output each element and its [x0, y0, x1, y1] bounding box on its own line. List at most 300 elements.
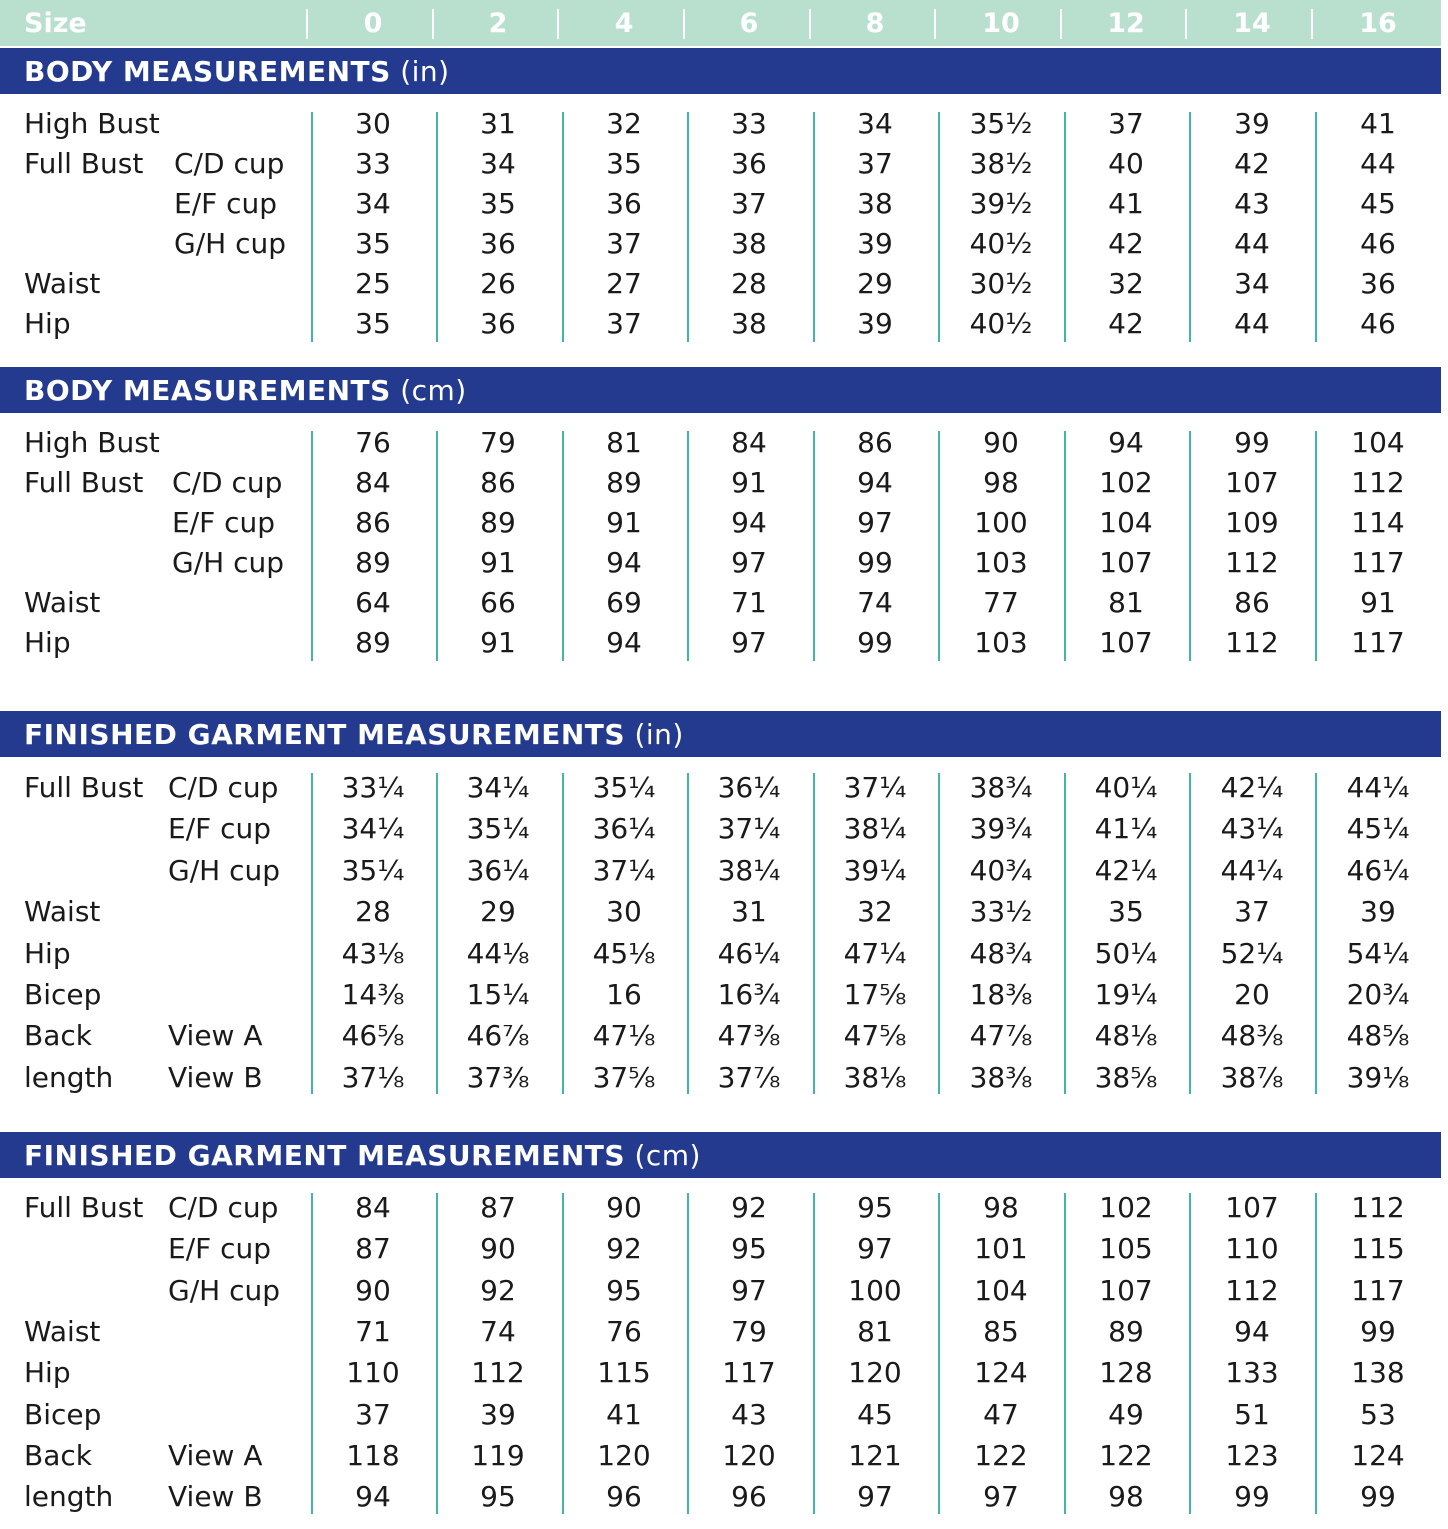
measurement-value: 37⅞ — [717, 1060, 781, 1094]
measurement-value: 64 — [355, 586, 391, 619]
measurement-value: 45⅛ — [592, 936, 656, 970]
measurement-value: 37⅜ — [466, 1060, 530, 1094]
measurement-value: 37 — [1108, 107, 1144, 140]
measurement-value: 124 — [1351, 1438, 1405, 1472]
row-label: Back — [24, 1019, 92, 1053]
measurement-value: 101 — [974, 1232, 1028, 1266]
row-sublabel: C/D cup — [168, 1191, 279, 1224]
measurement-value: 48⅛ — [1094, 1019, 1158, 1053]
measurement-value: 109 — [1225, 506, 1279, 539]
measurement-value: 49 — [1108, 1397, 1144, 1431]
measurement-value: 36¼ — [717, 771, 781, 804]
measurement-value: 112 — [1225, 546, 1279, 579]
measurement-value: 36 — [480, 227, 516, 260]
measurement-value: 37¼ — [592, 853, 656, 887]
row-sublabel: C/D cup — [172, 466, 283, 499]
section-unit: (cm) — [390, 374, 467, 407]
section-title-text: FINISHED GARMENT MEASUREMENTS — [24, 1139, 626, 1172]
measurement-value: 38¾ — [969, 771, 1033, 804]
measurement-value: 99 — [1234, 426, 1270, 459]
measurement-value: 43⅛ — [341, 936, 405, 970]
measurement-value: 110 — [346, 1356, 400, 1390]
measurement-value: 46 — [1360, 307, 1396, 340]
measurement-value: 41 — [1360, 107, 1396, 140]
measurement-value: 28 — [355, 895, 391, 929]
measurement-value: 44 — [1234, 307, 1270, 340]
size-10: 10 — [982, 8, 1020, 39]
measurement-value: 52¼ — [1220, 936, 1284, 970]
measurement-value: 104 — [974, 1273, 1028, 1307]
row-label: Full Bust — [24, 771, 144, 804]
measurement-value: 69 — [606, 586, 642, 619]
measurement-value: 86 — [1234, 586, 1270, 619]
measurement-value: 34 — [480, 147, 516, 180]
row-label: Hip — [24, 1356, 71, 1390]
measurement-value: 47⅞ — [969, 1019, 1033, 1053]
size-0: 0 — [363, 8, 383, 39]
measurement-value: 54¼ — [1346, 936, 1410, 970]
row-sublabel: View B — [168, 1480, 263, 1514]
measurement-value: 90 — [355, 1273, 391, 1307]
measurement-value: 97 — [857, 506, 893, 539]
measurement-value: 39⅛ — [1346, 1060, 1410, 1094]
measurement-value: 48⅜ — [1220, 1019, 1284, 1053]
measurement-value: 84 — [355, 1191, 391, 1224]
measurement-value: 97 — [983, 1480, 1019, 1514]
section-banner — [0, 48, 1441, 94]
measurement-value: 107 — [1099, 1273, 1153, 1307]
measurement-value: 32 — [857, 895, 893, 929]
measurement-value: 40½ — [969, 307, 1033, 340]
measurement-value: 37 — [1234, 895, 1270, 929]
measurement-value: 115 — [597, 1356, 651, 1390]
measurement-value: 20¾ — [1346, 978, 1410, 1011]
measurement-value: 43 — [731, 1397, 767, 1431]
measurement-value: 26 — [480, 267, 516, 300]
measurement-row — [0, 811, 1441, 847]
section-banner — [0, 1132, 1441, 1178]
measurement-value: 38 — [857, 187, 893, 220]
measurement-value: 34 — [355, 187, 391, 220]
measurement-value: 48⅝ — [1346, 1019, 1410, 1053]
measurement-row — [0, 1018, 1441, 1054]
measurement-value: 71 — [731, 586, 767, 619]
measurement-value: 102 — [1099, 466, 1153, 499]
measurement-value: 34¼ — [341, 812, 405, 846]
section-title — [24, 1132, 701, 1180]
measurement-value: 25 — [355, 267, 391, 300]
measurement-row — [0, 936, 1441, 972]
measurement-value: 90 — [606, 1191, 642, 1224]
measurement-value: 89 — [606, 466, 642, 499]
measurement-value: 112 — [471, 1356, 525, 1390]
measurement-value: 40¾ — [969, 853, 1033, 887]
measurement-value: 35¼ — [592, 771, 656, 804]
size-16: 16 — [1359, 8, 1397, 39]
measurement-value: 50¼ — [1094, 936, 1158, 970]
measurement-value: 30 — [606, 895, 642, 929]
measurement-value: 123 — [1225, 1438, 1279, 1472]
row-sublabel: G/H cup — [174, 227, 286, 260]
measurement-value: 91 — [606, 506, 642, 539]
size-header-row — [0, 0, 1441, 46]
measurement-value: 95 — [606, 1273, 642, 1307]
measurement-row — [0, 1314, 1441, 1350]
measurement-value: 103 — [974, 626, 1028, 659]
measurement-value: 98 — [1108, 1480, 1144, 1514]
measurement-value: 47⅜ — [717, 1019, 781, 1053]
measurement-value: 92 — [731, 1191, 767, 1224]
row-sublabel: G/H cup — [172, 546, 284, 579]
measurement-value: 97 — [731, 1273, 767, 1307]
measurement-value: 47⅛ — [592, 1019, 656, 1053]
row-label: Full Bust — [24, 147, 144, 180]
row-sublabel: View A — [168, 1019, 263, 1053]
measurement-value: 32 — [1108, 267, 1144, 300]
row-label: Full Bust — [24, 1191, 144, 1224]
measurement-value: 36 — [1360, 267, 1396, 300]
measurement-value: 97 — [857, 1480, 893, 1514]
measurement-value: 44 — [1360, 147, 1396, 180]
row-label: High Bust — [24, 107, 160, 140]
measurement-value: 96 — [731, 1480, 767, 1514]
measurement-value: 120 — [597, 1438, 651, 1472]
measurement-value: 46¼ — [717, 936, 781, 970]
measurement-value: 36 — [480, 307, 516, 340]
size-14: 14 — [1233, 8, 1271, 39]
measurement-row — [0, 1190, 1441, 1226]
size-6: 6 — [739, 8, 759, 39]
measurement-value: 35½ — [969, 107, 1033, 140]
section-banner — [0, 711, 1441, 757]
measurement-value: 35 — [355, 307, 391, 340]
row-label: High Bust — [24, 426, 160, 459]
measurement-value: 38⅛ — [843, 1060, 907, 1094]
measurement-value: 37 — [731, 187, 767, 220]
row-label: Waist — [24, 267, 101, 300]
measurement-value: 89 — [355, 546, 391, 579]
measurement-value: 19¼ — [1094, 978, 1158, 1011]
measurement-value: 46¼ — [1346, 853, 1410, 887]
measurement-value: 76 — [606, 1314, 642, 1348]
measurement-value: 35 — [355, 227, 391, 260]
size-2: 2 — [488, 8, 508, 39]
measurement-value: 15¼ — [466, 978, 530, 1011]
row-label: Back — [24, 1438, 92, 1472]
measurement-value: 100 — [974, 506, 1028, 539]
measurement-value: 74 — [857, 586, 893, 619]
row-sublabel: C/D cup — [168, 771, 279, 804]
measurement-value: 89 — [480, 506, 516, 539]
row-sublabel: E/F cup — [174, 187, 278, 220]
measurement-value: 42¼ — [1094, 853, 1158, 887]
measurement-row — [0, 505, 1441, 541]
section-title — [24, 48, 450, 96]
measurement-value: 84 — [355, 466, 391, 499]
measurement-value: 99 — [1234, 1480, 1270, 1514]
measurement-value: 121 — [848, 1438, 902, 1472]
measurement-value: 114 — [1351, 506, 1405, 539]
section-unit: (cm) — [625, 1139, 701, 1172]
measurement-value: 89 — [1108, 1314, 1144, 1348]
measurement-value: 37 — [606, 307, 642, 340]
measurement-value: 110 — [1225, 1232, 1279, 1266]
measurement-value: 87 — [480, 1191, 516, 1224]
measurement-value: 33 — [355, 147, 391, 180]
section-banner — [0, 367, 1441, 413]
measurement-value: 41 — [1108, 187, 1144, 220]
measurement-row — [0, 186, 1441, 222]
measurement-value: 37¼ — [843, 771, 907, 804]
measurement-row — [0, 106, 1441, 142]
measurement-value: 39¼ — [843, 853, 907, 887]
measurement-row — [0, 226, 1441, 262]
measurement-value: 46 — [1360, 227, 1396, 260]
measurement-value: 37 — [355, 1397, 391, 1431]
measurement-value: 122 — [1099, 1438, 1153, 1472]
measurement-value: 99 — [1360, 1480, 1396, 1514]
measurement-value: 38 — [731, 307, 767, 340]
measurement-value: 90 — [983, 426, 1019, 459]
measurement-value: 38⅝ — [1094, 1060, 1158, 1094]
measurement-value: 86 — [355, 506, 391, 539]
measurement-value: 42¼ — [1220, 771, 1284, 804]
measurement-value: 99 — [857, 546, 893, 579]
measurement-value: 96 — [606, 1480, 642, 1514]
row-sublabel: View B — [168, 1060, 263, 1094]
measurement-value: 47¼ — [843, 936, 907, 970]
row-label: Waist — [24, 586, 101, 619]
measurement-value: 133 — [1225, 1356, 1279, 1390]
measurement-value: 120 — [722, 1438, 776, 1472]
measurement-value: 81 — [606, 426, 642, 459]
measurement-value: 53 — [1360, 1397, 1396, 1431]
measurement-value: 34¼ — [466, 771, 530, 804]
measurement-value: 97 — [731, 626, 767, 659]
measurement-value: 107 — [1225, 466, 1279, 499]
row-sublabel: E/F cup — [168, 1232, 272, 1266]
measurement-value: 128 — [1099, 1356, 1153, 1390]
section-title — [24, 711, 684, 759]
measurement-value: 18⅜ — [969, 978, 1033, 1011]
measurement-value: 32 — [606, 107, 642, 140]
measurement-value: 29 — [480, 895, 516, 929]
measurement-value: 40¼ — [1094, 771, 1158, 804]
measurement-value: 41¼ — [1094, 812, 1158, 846]
measurement-value: 85 — [983, 1314, 1019, 1348]
measurement-value: 115 — [1351, 1232, 1405, 1266]
measurement-value: 45¼ — [1346, 812, 1410, 846]
row-sublabel: G/H cup — [168, 1273, 280, 1307]
row-sublabel: C/D cup — [174, 147, 285, 180]
measurement-value: 81 — [1108, 586, 1144, 619]
section-title-text: BODY MEASUREMENTS — [24, 374, 391, 407]
measurement-value: 38¼ — [843, 812, 907, 846]
measurement-value: 99 — [1360, 1314, 1396, 1348]
measurement-value: 42 — [1108, 227, 1144, 260]
measurement-value: 20 — [1234, 978, 1270, 1011]
measurement-row — [0, 146, 1441, 182]
measurement-value: 112 — [1225, 626, 1279, 659]
measurement-value: 66 — [480, 586, 516, 619]
measurement-value: 39 — [857, 227, 893, 260]
measurement-value: 35¼ — [466, 812, 530, 846]
measurement-value: 102 — [1099, 1191, 1153, 1224]
measurement-value: 79 — [731, 1314, 767, 1348]
measurement-value: 76 — [355, 426, 391, 459]
measurement-value: 36 — [606, 187, 642, 220]
measurement-value: 41 — [606, 1397, 642, 1431]
measurement-row — [0, 1060, 1441, 1096]
measurement-value: 42 — [1108, 307, 1144, 340]
measurement-value: 94 — [1108, 426, 1144, 459]
measurement-row — [0, 1355, 1441, 1391]
measurement-value: 44¼ — [1346, 771, 1410, 804]
measurement-value: 86 — [480, 466, 516, 499]
measurement-value: 118 — [346, 1438, 400, 1472]
measurement-row — [0, 1479, 1441, 1515]
measurement-row — [0, 853, 1441, 889]
measurement-value: 40½ — [969, 227, 1033, 260]
measurement-value: 104 — [1351, 426, 1405, 459]
section-unit: (in) — [625, 718, 684, 751]
size-label: Size — [24, 8, 87, 39]
measurement-value: 33¼ — [341, 771, 405, 804]
measurement-row — [0, 770, 1441, 806]
measurement-value: 100 — [848, 1273, 902, 1307]
measurement-row — [0, 625, 1441, 661]
measurement-value: 95 — [857, 1191, 893, 1224]
measurement-value: 39 — [1234, 107, 1270, 140]
measurement-value: 39 — [857, 307, 893, 340]
measurement-row — [0, 425, 1441, 461]
measurement-value: 46⅝ — [341, 1019, 405, 1053]
size-12: 12 — [1107, 8, 1145, 39]
measurement-value: 107 — [1099, 546, 1153, 579]
row-label: Hip — [24, 626, 71, 659]
measurement-value: 103 — [974, 546, 1028, 579]
measurement-value: 36 — [731, 147, 767, 180]
measurement-row — [0, 977, 1441, 1013]
measurement-value: 35 — [480, 187, 516, 220]
row-label: Full Bust — [24, 466, 144, 499]
row-label: Hip — [24, 307, 71, 340]
measurement-value: 14⅜ — [341, 978, 405, 1011]
measurement-value: 94 — [857, 466, 893, 499]
row-label: Bicep — [24, 978, 102, 1011]
row-label: Waist — [24, 895, 101, 929]
measurement-value: 42 — [1234, 147, 1270, 180]
measurement-value: 92 — [480, 1273, 516, 1307]
measurement-value: 38⅞ — [1220, 1060, 1284, 1094]
measurement-value: 107 — [1099, 626, 1153, 659]
section-title — [24, 367, 467, 415]
measurement-value: 48¾ — [969, 936, 1033, 970]
measurement-row — [0, 306, 1441, 342]
measurement-value: 84 — [731, 426, 767, 459]
measurement-value: 39 — [1360, 895, 1396, 929]
measurement-value: 37 — [606, 227, 642, 260]
measurement-value: 98 — [983, 1191, 1019, 1224]
measurement-value: 97 — [731, 546, 767, 579]
measurement-value: 117 — [1351, 546, 1405, 579]
measurement-value: 39¾ — [969, 812, 1033, 846]
measurement-value: 45 — [857, 1397, 893, 1431]
measurement-value: 90 — [480, 1232, 516, 1266]
measurement-value: 37⅛ — [341, 1060, 405, 1094]
measurement-value: 28 — [731, 267, 767, 300]
measurement-row — [0, 585, 1441, 621]
measurement-value: 39½ — [969, 187, 1033, 220]
measurement-value: 95 — [731, 1232, 767, 1266]
section-unit: (in) — [390, 55, 450, 88]
row-sublabel: G/H cup — [168, 853, 280, 887]
measurement-value: 117 — [1351, 626, 1405, 659]
measurement-value: 31 — [731, 895, 767, 929]
measurement-value: 138 — [1351, 1356, 1405, 1390]
row-label: Hip — [24, 936, 71, 970]
measurement-value: 98 — [983, 466, 1019, 499]
measurement-value: 16 — [606, 978, 642, 1011]
measurement-value: 38 — [731, 227, 767, 260]
measurement-value: 38½ — [969, 147, 1033, 180]
measurement-value: 74 — [480, 1314, 516, 1348]
measurement-value: 94 — [731, 506, 767, 539]
measurement-value: 87 — [355, 1232, 391, 1266]
measurement-value: 35¼ — [341, 853, 405, 887]
measurement-value: 33½ — [969, 895, 1033, 929]
measurement-value: 29 — [857, 267, 893, 300]
measurement-value: 35 — [1108, 895, 1144, 929]
measurement-value: 95 — [480, 1480, 516, 1514]
measurement-value: 79 — [480, 426, 516, 459]
measurement-value: 97 — [857, 1232, 893, 1266]
measurement-value: 30½ — [969, 267, 1033, 300]
measurement-value: 120 — [848, 1356, 902, 1390]
measurement-value: 44 — [1234, 227, 1270, 260]
measurement-value: 27 — [606, 267, 642, 300]
measurement-row — [0, 465, 1441, 501]
measurement-value: 124 — [974, 1356, 1028, 1390]
measurement-value: 44¼ — [1220, 853, 1284, 887]
measurement-row — [0, 894, 1441, 930]
measurement-value: 86 — [857, 426, 893, 459]
measurement-row — [0, 545, 1441, 581]
row-sublabel: View A — [168, 1438, 263, 1472]
measurement-value: 45 — [1360, 187, 1396, 220]
measurement-value: 112 — [1225, 1273, 1279, 1307]
row-sublabel: E/F cup — [168, 812, 272, 846]
measurement-value: 71 — [355, 1314, 391, 1348]
measurement-value: 117 — [1351, 1273, 1405, 1307]
measurement-value: 36¼ — [466, 853, 530, 887]
measurement-value: 40 — [1108, 147, 1144, 180]
measurement-value: 94 — [355, 1480, 391, 1514]
measurement-value: 91 — [480, 626, 516, 659]
measurement-value: 35 — [606, 147, 642, 180]
measurement-value: 16¾ — [717, 978, 781, 1011]
row-label: Bicep — [24, 1397, 102, 1431]
measurement-row — [0, 1438, 1441, 1474]
measurement-value: 37¼ — [717, 812, 781, 846]
measurement-row — [0, 266, 1441, 302]
measurement-value: 89 — [355, 626, 391, 659]
measurement-value: 37⅝ — [592, 1060, 656, 1094]
header-divider — [809, 9, 811, 39]
measurement-value: 81 — [857, 1314, 893, 1348]
measurement-value: 34 — [857, 107, 893, 140]
measurement-value: 30 — [355, 107, 391, 140]
